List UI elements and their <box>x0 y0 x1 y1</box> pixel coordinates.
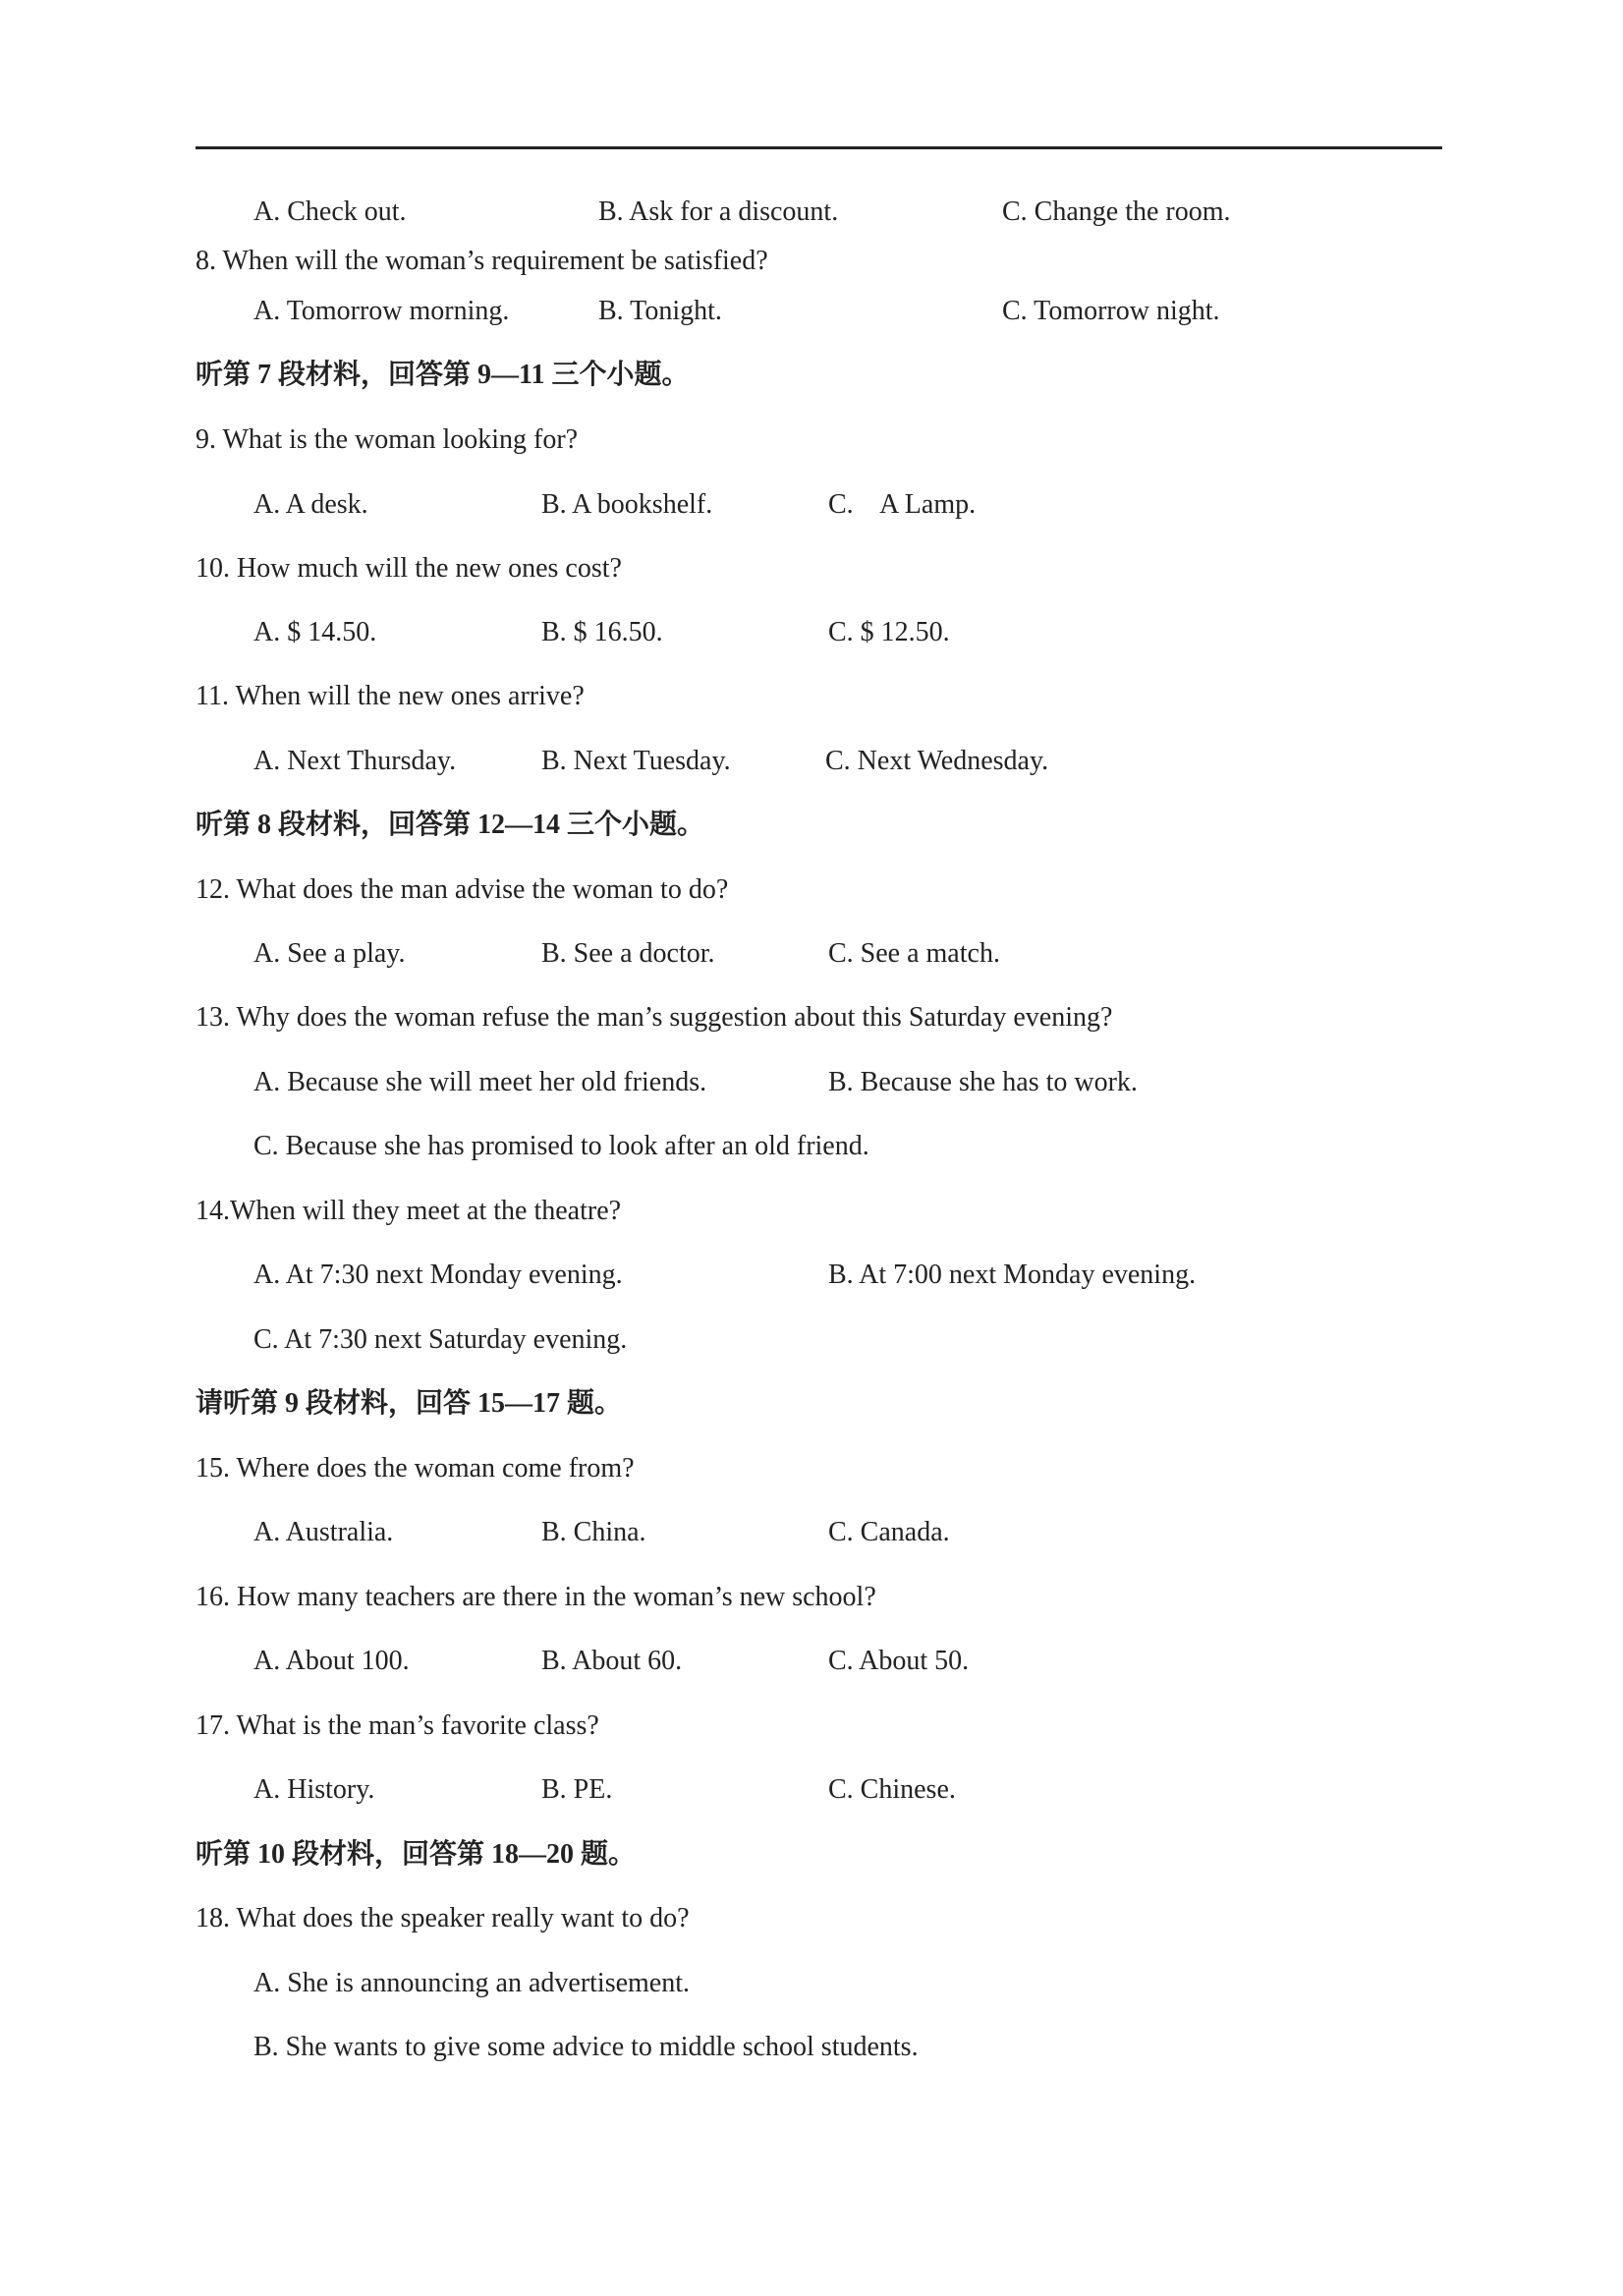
q8-option-c: C. Tomorrow night. <box>1002 296 1220 326</box>
q9-question: 9. What is the woman looking for? <box>196 424 579 455</box>
q11-question: 11. When will the new ones arrive? <box>196 681 585 711</box>
q12-question: 12. What does the man advise the woman to do? <box>196 874 729 905</box>
q11-option-a: A. Next Thursday. <box>253 746 457 776</box>
section-heading-10: 听第 10 段材料，回答第 18—20 题。 <box>196 1839 637 1870</box>
q14-option-c: C. At 7:30 next Saturday evening. <box>253 1324 628 1355</box>
q8-question: 8. When will the woman’s requirement be satisfied? <box>196 246 768 276</box>
q13-option-c: C. Because she has promised to look after an old friend. <box>253 1131 869 1161</box>
q16-option-a: A. About 100. <box>253 1646 410 1676</box>
q16-option-b: B. About 60. <box>541 1646 683 1676</box>
q15-option-a: A. Australia. <box>253 1517 394 1547</box>
q11-option-b: B. Next Tuesday. <box>541 746 731 776</box>
q8-option-b: B. Tonight. <box>598 296 722 326</box>
q13-question: 13. Why does the woman refuse the man’s suggestion about this Saturday evening? <box>196 1002 1113 1033</box>
q10-option-a: A. $ 14.50. <box>253 617 377 647</box>
q15-option-c: C. Canada. <box>828 1517 950 1547</box>
q15-question: 15. Where does the woman come from? <box>196 1453 635 1484</box>
q13-option-b: B. Because she has to work. <box>828 1067 1138 1097</box>
q18-option-b: B. She wants to give some advice to middle school students. <box>253 2032 919 2062</box>
q7-option-c: C. Change the room. <box>1002 196 1231 227</box>
q17-option-a: A. History. <box>253 1774 375 1805</box>
q7-option-b: B. Ask for a discount. <box>598 196 839 227</box>
q16-option-c: C. About 50. <box>828 1646 970 1676</box>
q9-option-a: A. A desk. <box>253 489 368 520</box>
q9-option-c: C. A Lamp. <box>828 489 977 520</box>
q18-option-a: A. She is announcing an advertisement. <box>253 1968 691 1998</box>
q9-option-b: B. A bookshelf. <box>541 489 713 520</box>
section-heading-8: 听第 8 段材料，回答第 12—14 三个小题。 <box>196 810 705 840</box>
section-heading-7: 听第 7 段材料，回答第 9—11 三个小题。 <box>196 360 690 390</box>
q14-option-a: A. At 7:30 next Monday evening. <box>253 1260 623 1290</box>
header-rule <box>196 146 1442 149</box>
q18-question: 18. What does the speaker really want to do? <box>196 1903 690 1933</box>
q16-question: 16. How many teachers are there in the woman’s new school? <box>196 1582 876 1612</box>
q14-option-b: B. At 7:00 next Monday evening. <box>828 1260 1197 1290</box>
q12-option-a: A. See a play. <box>253 938 406 969</box>
q7-option-a: A. Check out. <box>253 196 407 227</box>
q17-option-b: B. PE. <box>541 1774 613 1805</box>
q10-option-b: B. $ 16.50. <box>541 617 663 647</box>
q14-question: 14.When will they meet at the theatre? <box>196 1196 622 1226</box>
q15-option-b: B. China. <box>541 1517 646 1547</box>
section-heading-9: 请听第 9 段材料，回答 15—17 题。 <box>196 1388 623 1419</box>
q17-option-c: C. Chinese. <box>828 1774 956 1805</box>
q10-option-c: C. $ 12.50. <box>828 617 950 647</box>
q10-question: 10. How much will the new ones cost? <box>196 553 622 584</box>
q12-option-c: C. See a match. <box>828 938 1000 969</box>
q11-option-c: C. Next Wednesday. <box>825 746 1049 776</box>
q12-option-b: B. See a doctor. <box>541 938 715 969</box>
q8-option-a: A. Tomorrow morning. <box>253 296 510 326</box>
q13-option-a: A. Because she will meet her old friends. <box>253 1067 707 1097</box>
q17-question: 17. What is the man’s favorite class? <box>196 1710 599 1741</box>
